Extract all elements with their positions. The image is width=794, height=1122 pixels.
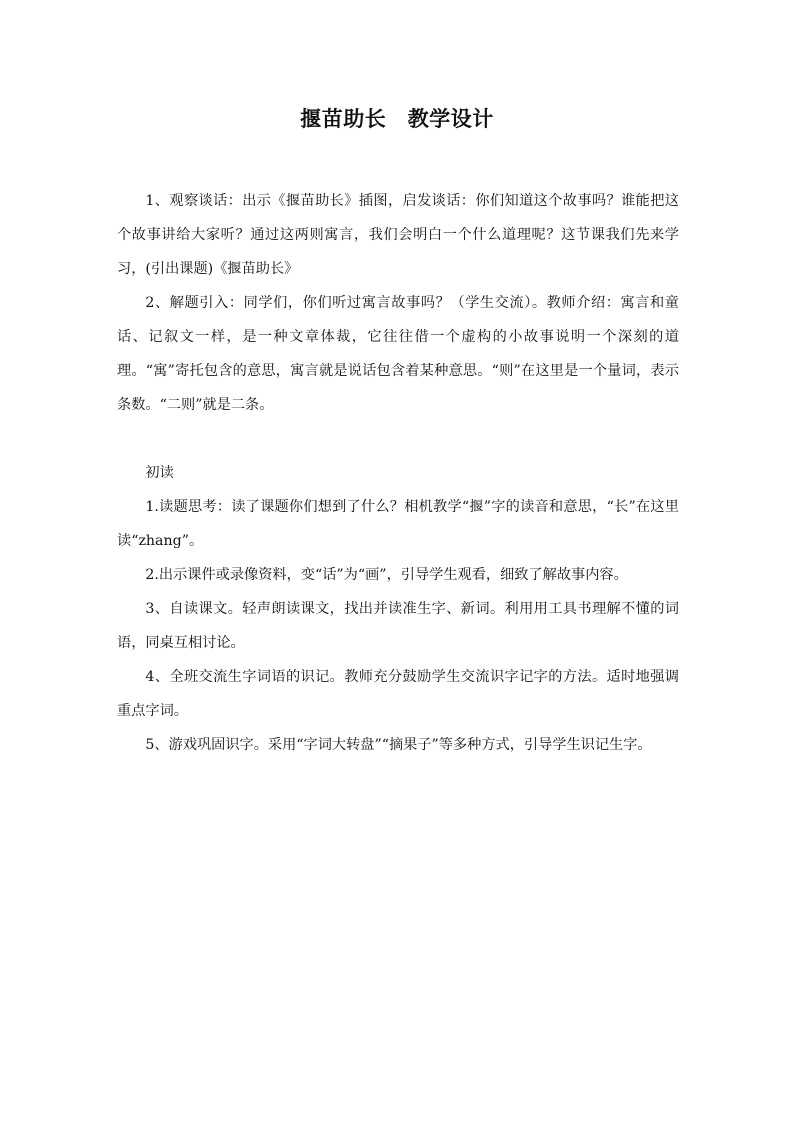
- paragraph-spacer: [117, 422, 679, 456]
- section-heading-first-reading: 初读: [145, 465, 174, 481]
- paragraph-class-exchange: 4、全班交流生字词语的识记。教师充分鼓励学生交流识字记字的方法。适时地强调重点字词。: [117, 669, 679, 719]
- paragraph-read-title: 1.读题思考：读了课题你们想到了什么？相机教学“揠”字的读音和意思，“长”在这里读“zhang”。: [117, 499, 679, 549]
- paragraph-show-courseware: 2.出示课件或录像资料，变“话”为“画”，引导学生观看，细致了解故事内容。: [145, 567, 628, 583]
- paragraph-topic-intro: 2、解题引入：同学们，你们听过寓言故事吗？（学生交流）。教师介绍：寓言和童话、记叙文一样，是一种文章体裁，它往往借一个虚构的小故事说明一个深刻的道理。“寓”寄托包含的意思，寓言就是说话包含着某种意思。“则”在这里是一个量词，表示条数。“二则”就是二条。: [117, 295, 679, 413]
- paragraph-game-review: 5、游戏巩固识字。采用“字词大转盘”“摘果子”等多种方式，引导学生识记生字。: [145, 737, 652, 753]
- document-body: [117, 184, 679, 762]
- document-title: 揠苗助长 教学设计: [300, 107, 494, 131]
- paragraph-self-read: 3、自读课文。轻声朗读课文，找出并读准生字、新词。利用用工具书理解不懂的词语，同桌互相讨论。: [117, 601, 679, 651]
- paragraph-observe-talk: 1、观察谈话：出示《揠苗助长》插图，启发谈话：你们知道这个故事吗？谁能把这个故事讲给大家听？通过这两则寓言，我们会明白一个什么道理呢？这节课我们先来学习，(引出课题)《揠苗助长》: [117, 193, 679, 277]
